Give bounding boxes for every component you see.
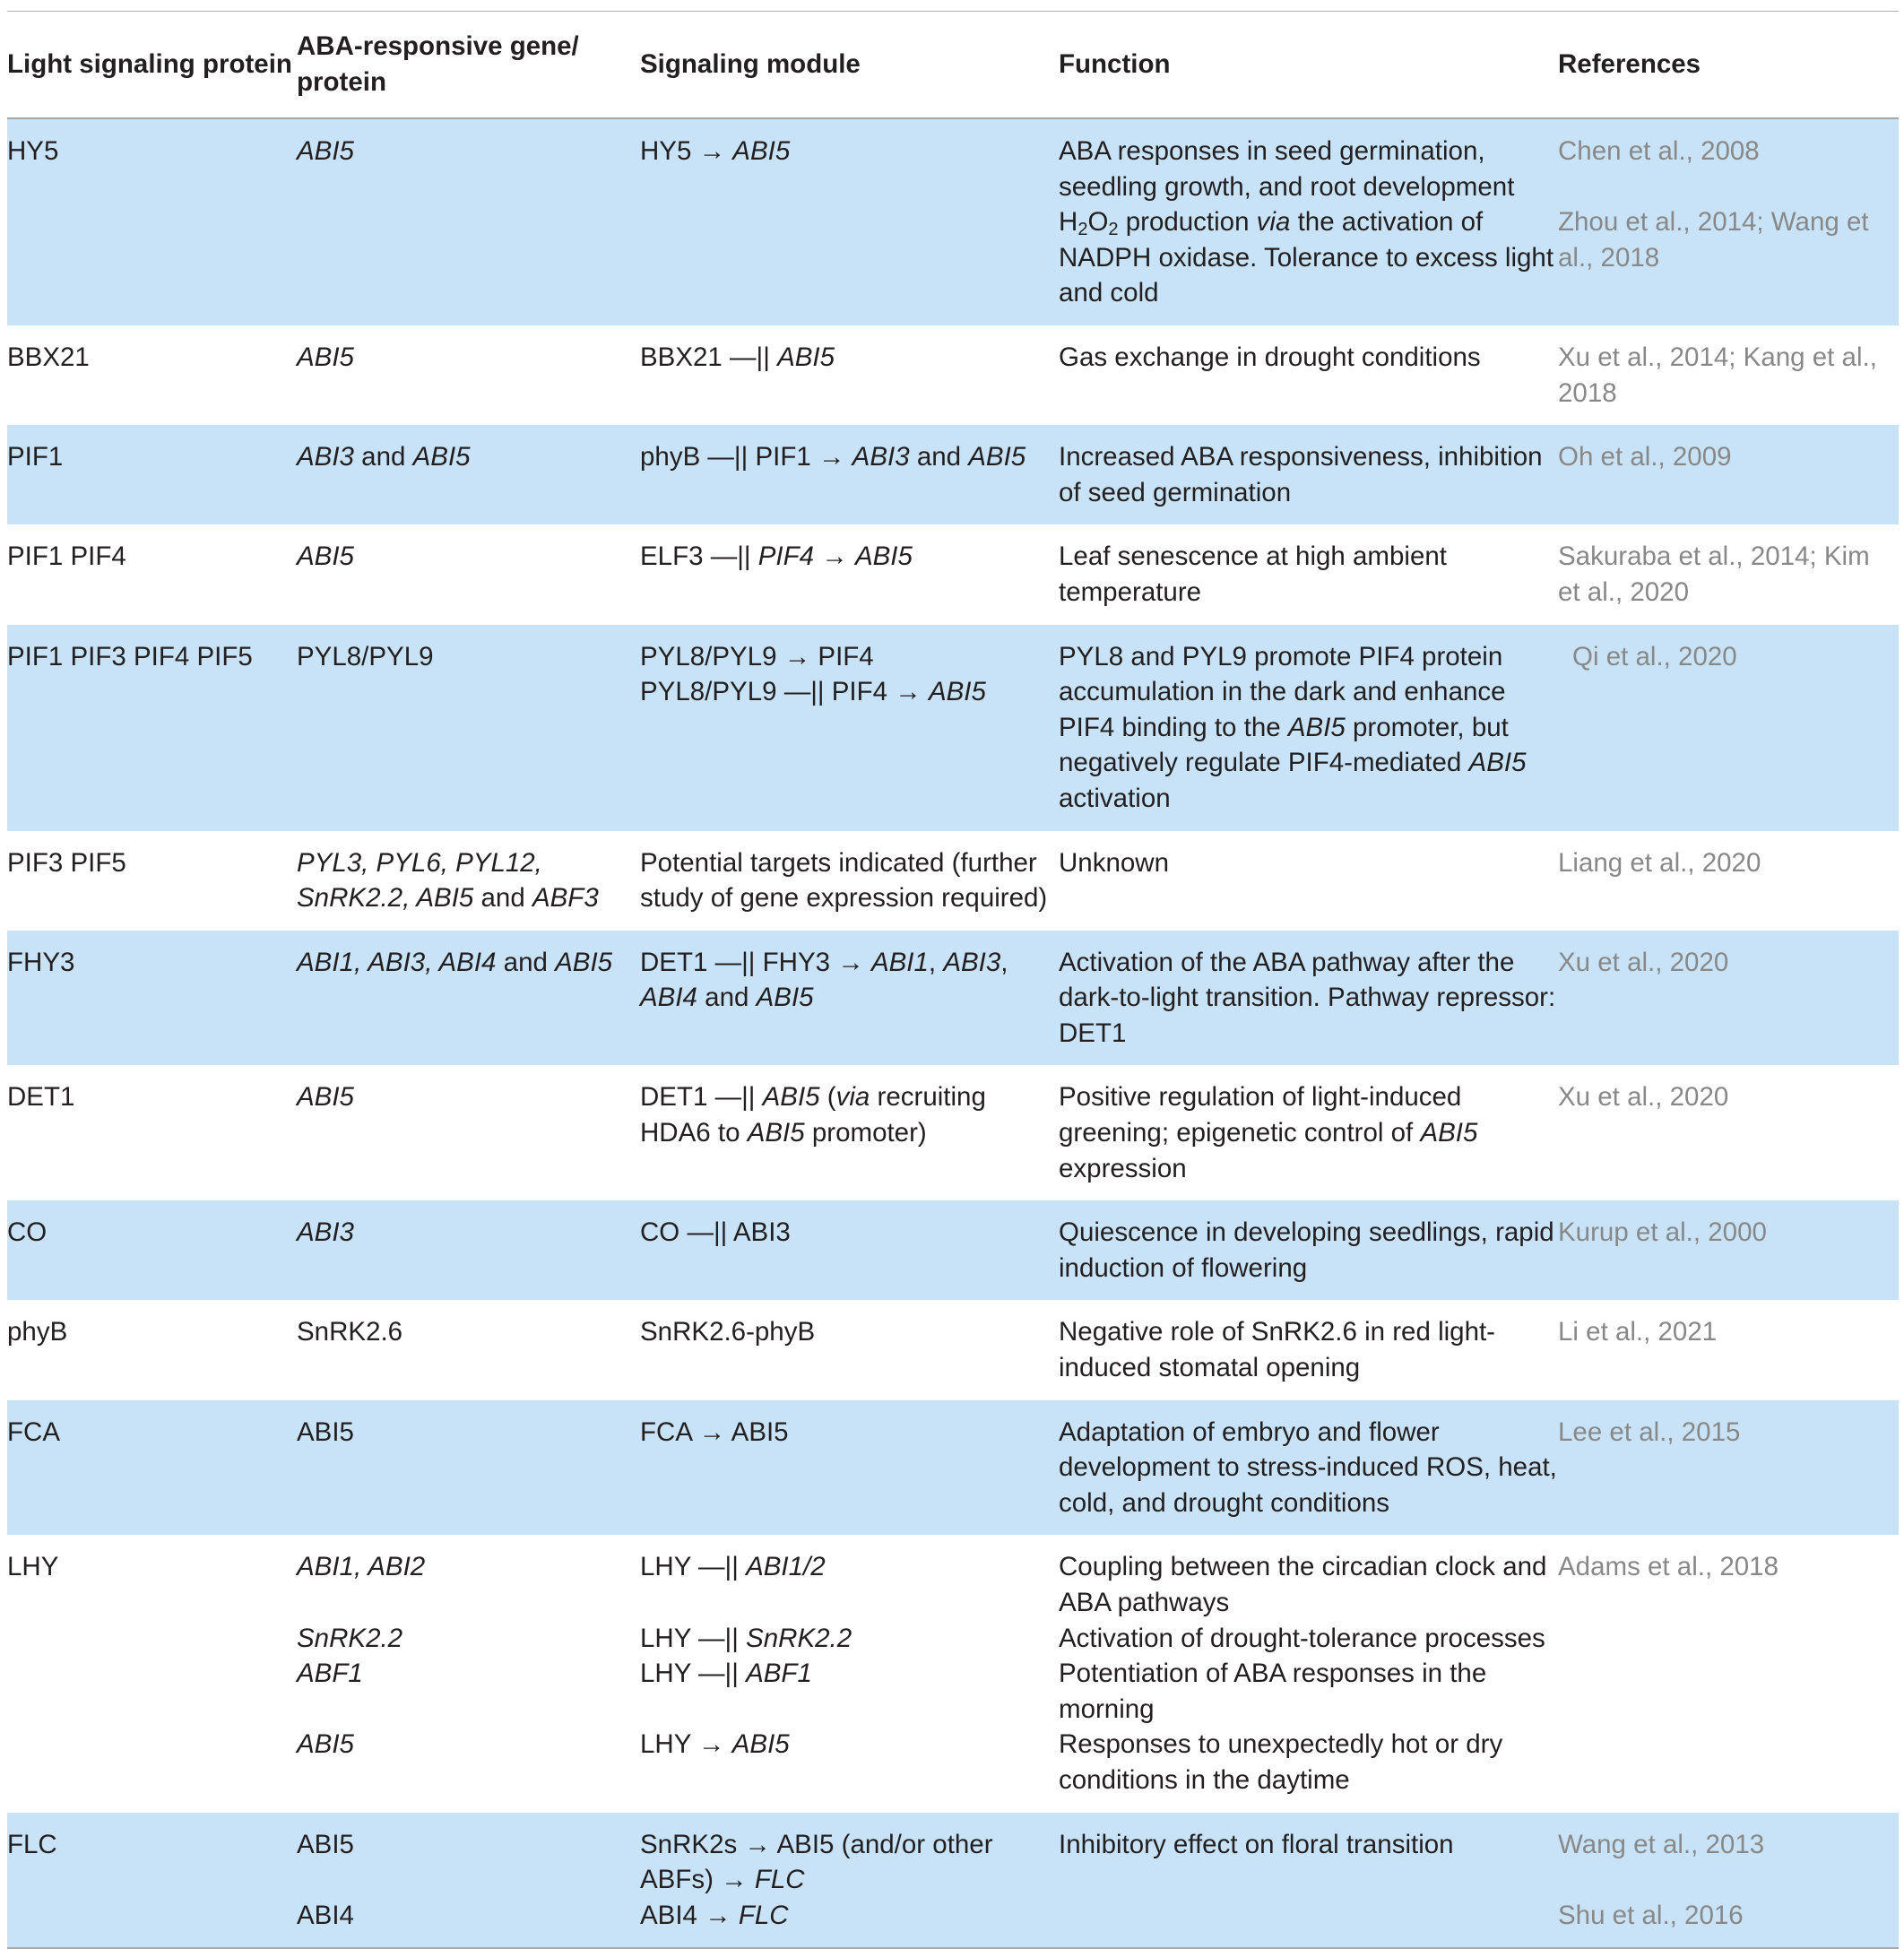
function-cell — [1059, 1065, 1558, 1200]
module-italic: SnRK2.2 — [746, 1623, 852, 1653]
subscript: 2 — [1108, 220, 1119, 240]
header-references: References — [1558, 12, 1899, 118]
reference-cell — [1558, 524, 1899, 624]
header-light-signaling-protein: Light signaling protein — [7, 12, 297, 118]
reference-link[interactable]: Kurup et al., 2000 — [1558, 1217, 1767, 1248]
gene-cell: SnRK2.6 — [297, 1317, 403, 1347]
reference-cell — [1558, 118, 1899, 325]
module-cell — [640, 625, 1059, 831]
table-row — [7, 831, 1899, 931]
table-row — [7, 1400, 1899, 1536]
reference-link[interactable]: Zhou et al., 2014; Wang et al., 2018 — [1558, 207, 1869, 273]
function-cell: Inhibitory effect on floral transition — [1059, 1813, 1558, 1948]
table-container — [7, 11, 1899, 1949]
gene-text: and — [353, 442, 413, 472]
module-italic: ABI5 — [777, 342, 835, 372]
table-row — [7, 1535, 1899, 1812]
reference-link[interactable]: Xu et al., 2020 — [1558, 1082, 1729, 1113]
module-text: and — [697, 983, 757, 1013]
protein-cell: FLC — [7, 1813, 297, 1948]
table-row — [7, 325, 1899, 425]
reference-cell — [1558, 325, 1899, 425]
module-text: , — [928, 947, 944, 977]
module-cell — [640, 325, 1059, 425]
function-text: Activation of drought-tolerance processes — [1059, 1623, 1545, 1653]
header-signaling-module: Signaling module — [640, 12, 1059, 118]
reference-link[interactable]: Lee et al., 2015 — [1558, 1416, 1741, 1447]
module-cell — [640, 1535, 1059, 1812]
function-text: expression — [1059, 1153, 1187, 1183]
protein-cell: CO — [7, 1200, 297, 1300]
function-text: ABA responses in seed germination, seedling growth, and root development — [1059, 136, 1515, 202]
gene-cell — [297, 931, 640, 1066]
reference-cell — [1558, 625, 1899, 831]
module-italic: ABI5 — [731, 1729, 790, 1760]
protein-cell: PIF1 PIF3 PIF4 PIF5 — [7, 625, 297, 831]
module-italic: ABI5 — [854, 541, 913, 572]
o-text: O — [1087, 207, 1109, 238]
table-row — [7, 1065, 1899, 1200]
function-cell — [1059, 625, 1558, 831]
reference-link[interactable]: Adams et al., 2018 — [1558, 1552, 1779, 1582]
function-cell: Negative role of SnRK2.6 in red light-induced stomatal opening — [1059, 1317, 1496, 1383]
protein-cell: LHY — [7, 1552, 59, 1582]
reference-link[interactable]: Shu et al., 2016 — [1558, 1900, 1744, 1930]
gene-text: and — [496, 947, 556, 977]
gene-cell — [297, 118, 640, 325]
function-text: Coupling between the circadian clock and ABA pathways — [1059, 1552, 1547, 1617]
table-row — [7, 625, 1899, 831]
reference-cell — [1558, 1400, 1899, 1536]
table-row — [7, 1300, 1899, 1399]
header-function: Function — [1059, 12, 1558, 118]
module-line — [640, 1898, 1059, 1934]
gene-cell — [297, 524, 640, 624]
module-text-2 — [640, 674, 1059, 710]
function-text-2 — [1059, 204, 1558, 311]
module-cell — [640, 118, 1059, 325]
module-text: ABI4 → — [640, 1900, 739, 1930]
reference-cell — [1558, 1300, 1899, 1399]
module-italic: ABI4 — [640, 983, 697, 1013]
reference-link[interactable]: Oh et al., 2009 — [1558, 442, 1732, 472]
module-italic: ABI5 — [762, 1082, 820, 1113]
h-text: H — [1059, 207, 1078, 238]
module-text: DET1 —|| FHY3 → — [640, 947, 871, 977]
module-text: promoter) — [804, 1118, 927, 1148]
module-italic: FLC — [738, 1900, 789, 1930]
table-row — [7, 524, 1899, 624]
table-row — [7, 1813, 1899, 1948]
function-cell: Unknown — [1059, 847, 1169, 878]
reference-link[interactable]: Xu et al., 2014; Kang et al., 2018 — [1558, 342, 1877, 408]
module-italic: ABF1 — [746, 1659, 812, 1689]
gene-text: ABI5 — [297, 541, 354, 572]
function-cell: Quiescence in developing seedlings, rapid induction of flowering — [1059, 1200, 1558, 1300]
function-italic: ABI5 — [1420, 1118, 1478, 1148]
module-cell: SnRK2.6-phyB — [640, 1317, 816, 1347]
function-italic: ABI5 — [1468, 748, 1527, 778]
reference-cell — [1558, 425, 1899, 524]
module-cell — [640, 1813, 1059, 1948]
reference-cell — [1558, 831, 1899, 931]
gene-cell — [297, 425, 640, 524]
gene-cell — [297, 1065, 640, 1200]
function-text: Responses to unexpectedly hot or dry conditions in the daytime — [1059, 1729, 1503, 1795]
gene-text: ABI5 — [297, 1082, 354, 1113]
function-cell: Increased ABA responsiveness, inhibition of seed germination — [1059, 425, 1558, 524]
module-text: phyB —|| PIF1 → — [640, 442, 852, 472]
reference-link[interactable]: Chen et al., 2008 — [1558, 136, 1760, 166]
header-row — [7, 12, 1899, 118]
module-text: HY5 → — [640, 136, 733, 166]
reference-link[interactable]: Li et al., 2021 — [1558, 1317, 1718, 1347]
protein-cell: PIF1 PIF4 — [7, 541, 126, 572]
reference-link[interactable]: Wang et al., 2013 — [1558, 1829, 1765, 1859]
module-text: PYL8/PYL9 → PIF4 — [640, 641, 874, 671]
function-cell: Leaf senescence at high ambient temperature — [1059, 541, 1447, 607]
function-text: the activation of NADPH oxidase. Tolerance to excess light and cold — [1059, 207, 1554, 308]
function-text: Positive regulation of light-induced greening; epigenetic control of — [1059, 1082, 1462, 1148]
gene-cell — [297, 831, 640, 931]
gene-text: ABI5 — [297, 1729, 354, 1760]
gene-cell — [297, 1535, 640, 1812]
reference-cell — [1558, 1813, 1899, 1948]
function-italic: ABI5 — [1287, 712, 1346, 742]
function-cell: Gas exchange in drought conditions — [1059, 342, 1481, 372]
function-cell — [1059, 118, 1558, 325]
module-text: LHY —|| — [640, 1552, 747, 1582]
module-cell — [640, 524, 1059, 624]
gene-text: ABI5 — [555, 947, 613, 977]
gene-cell: ABI5 — [297, 1400, 640, 1536]
reference-cell — [1558, 1535, 1899, 1812]
protein-cell: HY5 — [7, 118, 297, 325]
function-cell: Adaptation of embryo and flower development to stress-induced ROS, heat, cold, and drought conditions — [1059, 1400, 1558, 1536]
reference-cell — [1558, 1200, 1899, 1300]
table-row — [7, 931, 1899, 1066]
gene-text: ABF3 — [532, 883, 599, 914]
module-italic: ABI5 — [968, 442, 1026, 472]
subscript: 2 — [1077, 220, 1088, 240]
reference-link[interactable]: Liang et al., 2020 — [1558, 847, 1761, 878]
function-text: Potentiation of ABA responses in the morning — [1059, 1659, 1487, 1724]
module-text: ( — [819, 1082, 836, 1113]
gene-text: ABI3 — [297, 442, 354, 472]
module-italic: ABI1 — [870, 947, 929, 977]
protein-cell: PIF1 — [7, 425, 297, 524]
reference-cell — [1558, 931, 1899, 1066]
function-italic: via — [1256, 207, 1291, 238]
gene-text: ABI5 — [297, 1829, 354, 1859]
module-line — [640, 1656, 1059, 1692]
module-text: SnRK2s → ABI5 (and/or other ABFs) → — [640, 1829, 993, 1895]
function-cell — [1059, 1535, 1558, 1812]
reference-link[interactable]: Xu et al., 2020 — [1558, 947, 1729, 977]
table-row — [7, 425, 1899, 524]
gene-text: ABI5 — [412, 442, 471, 472]
function-cell: Activation of the ABA pathway after the dark-to-light transition. Pathway repressor: DET1 — [1059, 931, 1558, 1066]
module-text: DET1 —|| — [640, 1082, 763, 1113]
module-italic: ABI5 — [747, 1118, 805, 1148]
gene-cell — [297, 1200, 640, 1300]
gene-cell — [297, 325, 640, 425]
module-cell — [640, 931, 1059, 1066]
module-text: , — [1000, 947, 1008, 977]
gene-text: SnRK2.2 — [297, 1623, 403, 1653]
protein-cell: PIF3 PIF5 — [7, 847, 126, 878]
reference-cell — [1558, 1065, 1899, 1200]
module-italic: ABI3 — [943, 947, 1001, 977]
function-text: promoter, but negatively regulate PIF4-mediated — [1059, 712, 1509, 778]
function-text: PYL8 and PYL9 promote PIF4 protein accumulation in the dark and enhance PIF4 binding to the — [1059, 641, 1506, 742]
module-text: → — [814, 541, 855, 572]
module-text: recruiting HDA6 to — [640, 1082, 986, 1148]
module-cell: Potential targets indicated (further study of gene expression required) — [640, 847, 1048, 914]
module-italic: FLC — [754, 1865, 805, 1895]
gene-text: ABI5 — [297, 136, 354, 166]
gene-cell — [297, 1813, 640, 1948]
module-italic: ABI5 — [928, 677, 986, 707]
module-cell — [640, 425, 1059, 524]
module-text: LHY → — [640, 1729, 732, 1760]
data-table — [7, 12, 1899, 1947]
gene-cell: PYL8/PYL9 — [297, 625, 640, 831]
gene-text: PYL3, PYL6, PYL12, SnRK2.2, ABI5 — [297, 847, 542, 914]
gene-text: ABF1 — [297, 1659, 363, 1689]
module-italic: ABI1/2 — [746, 1552, 826, 1582]
module-line — [640, 1549, 1059, 1585]
table-row — [7, 118, 1899, 325]
module-line — [640, 1727, 1059, 1763]
module-cell: CO —|| ABI3 — [640, 1200, 1059, 1300]
function-text: activation — [1059, 783, 1171, 813]
module-cell: FCA → ABI5 — [640, 1400, 1059, 1536]
reference-link[interactable]: Qi et al., 2020 — [1572, 641, 1737, 671]
table-row — [7, 1200, 1899, 1300]
gene-text: ABI1, ABI2 — [297, 1552, 426, 1582]
gene-text: ABI3 — [297, 1217, 354, 1248]
gene-text: ABI1, ABI3, ABI4 — [297, 947, 497, 977]
protein-cell: DET1 — [7, 1082, 75, 1113]
module-text: PYL8/PYL9 —|| PIF4 → — [640, 677, 929, 707]
header-aba-responsive-gene: ABA-responsive gene/ protein — [297, 12, 640, 118]
reference-link[interactable]: Sakuraba et al., 2014; Kim et al., 2020 — [1558, 541, 1870, 607]
module-text: LHY —|| — [640, 1623, 747, 1653]
gene-text: ABI5 — [297, 342, 354, 372]
module-text: LHY —|| — [640, 1659, 747, 1689]
module-cell — [640, 1065, 1059, 1200]
module-text: BBX21 —|| — [640, 342, 778, 372]
function-text: production — [1118, 207, 1257, 238]
module-italic: ABI5 — [732, 136, 791, 166]
module-line — [640, 1827, 1059, 1898]
module-italic: PIF4 — [757, 541, 815, 572]
module-line — [640, 1621, 1059, 1657]
module-italic: via — [835, 1082, 870, 1113]
module-italic: ABI3 — [852, 442, 910, 472]
module-text: and — [909, 442, 969, 472]
protein-cell: FHY3 — [7, 931, 297, 1066]
protein-cell: BBX21 — [7, 342, 90, 372]
protein-cell: phyB — [7, 1317, 68, 1347]
protein-cell: FCA — [7, 1400, 297, 1536]
module-italic: ABI5 — [756, 983, 814, 1013]
gene-text: and — [473, 883, 532, 914]
module-text: ELF3 —|| — [640, 541, 758, 572]
gene-text: ABI4 — [297, 1900, 354, 1930]
